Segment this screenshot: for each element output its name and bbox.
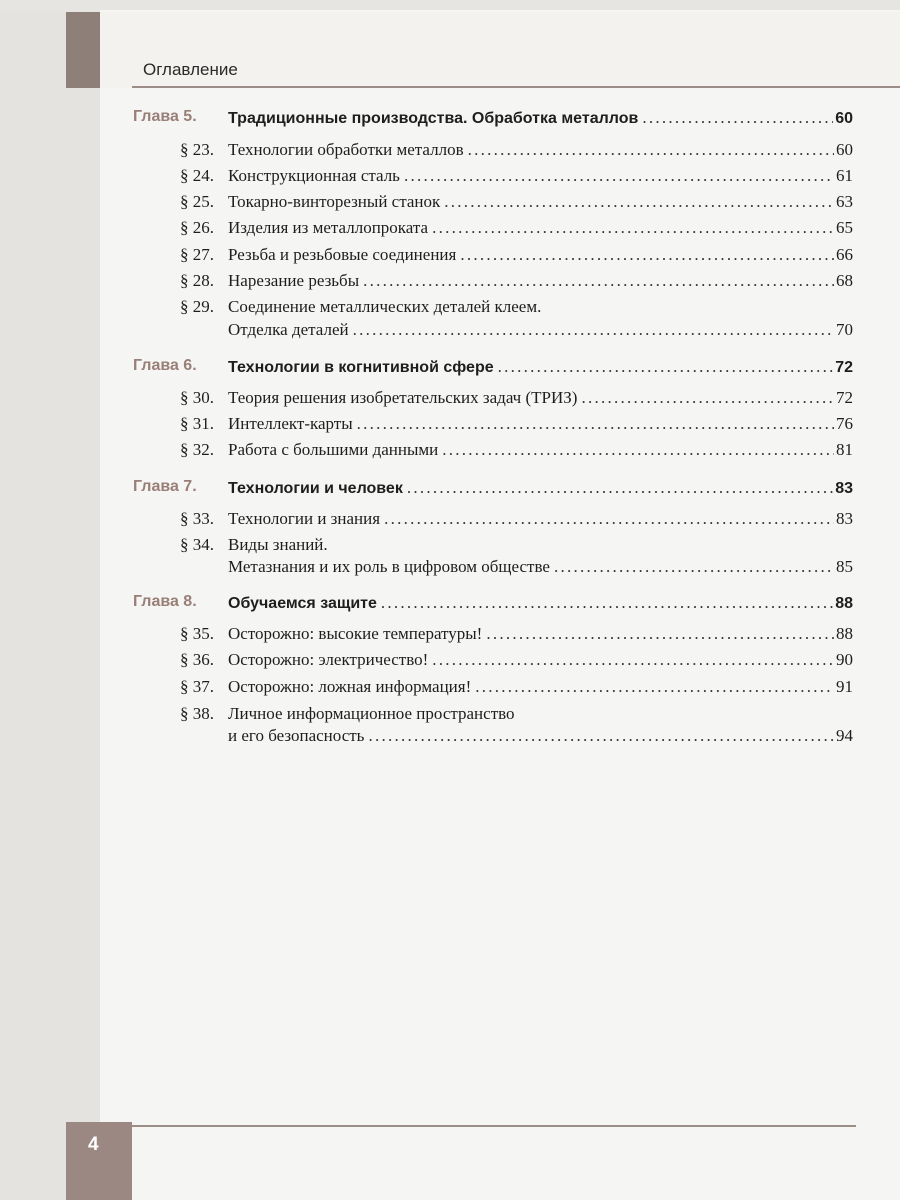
section-title: Осторожно: ложная информация! — [228, 677, 472, 696]
footer-rule — [132, 1125, 856, 1127]
section-title: Технологии обработки металлов — [228, 140, 464, 159]
page-ref: 68 — [836, 271, 853, 290]
section-number: § 34. — [180, 535, 214, 554]
page-ref: 72 — [836, 388, 853, 407]
dot-leader — [475, 677, 834, 697]
section-number: § 26. — [180, 218, 214, 237]
chapter-label: Глава 8. — [133, 593, 197, 610]
dot-leader — [384, 509, 834, 529]
section-number: § 25. — [180, 192, 214, 211]
toc-section-33[interactable] — [0, 509, 900, 535]
footer-color-band — [66, 1122, 132, 1200]
toc-chapter-8[interactable] — [0, 593, 900, 619]
dot-leader — [642, 108, 833, 128]
toc-section-30[interactable] — [0, 388, 900, 414]
section-title-line-1: Соединение металлических деталей клеем. — [228, 297, 542, 316]
toc-section-31[interactable] — [0, 414, 900, 440]
section-title: Нарезание резьбы — [228, 271, 360, 290]
section-number: § 24. — [180, 166, 214, 185]
section-title-line-2: и его безопасность — [228, 726, 365, 745]
section-title: Технологии и знания — [228, 509, 381, 528]
section-title: Осторожно: электричество! — [228, 650, 429, 669]
dot-leader — [460, 245, 834, 265]
toc-section-27[interactable] — [0, 245, 900, 271]
page-ref: 90 — [836, 650, 853, 669]
header-color-band — [66, 12, 100, 88]
page-ref: 66 — [836, 245, 853, 264]
section-number: § 32. — [180, 440, 214, 459]
page-ref: 63 — [836, 192, 853, 211]
toc-chapter-7[interactable] — [0, 478, 900, 504]
dot-leader — [407, 478, 833, 498]
page-header-title: Оглавление — [143, 60, 238, 79]
toc-section-37[interactable] — [0, 677, 900, 703]
header-rule — [132, 86, 900, 88]
chapter-label: Глава 6. — [133, 357, 197, 374]
toc-section-38-cont[interactable] — [0, 726, 900, 752]
chapter-title: Технологии и человек — [228, 480, 403, 497]
page-ref: 85 — [836, 557, 853, 576]
section-number: § 27. — [180, 245, 214, 264]
page-ref: 88 — [835, 595, 853, 612]
section-title-line-1: Виды знаний. — [228, 535, 328, 554]
dot-leader — [468, 140, 834, 160]
section-title-line-1: Личное информационное пространство — [228, 704, 515, 723]
toc-section-23[interactable] — [0, 140, 900, 166]
page-number: 4 — [88, 1134, 99, 1155]
section-title-line-2: Метазнания и их роль в цифровом обществе — [228, 557, 550, 576]
section-title: Осторожно: высокие температуры! — [228, 624, 483, 643]
page-ref: 94 — [836, 726, 853, 745]
dot-leader — [444, 192, 834, 212]
toc-chapter-6[interactable] — [0, 357, 900, 383]
dot-leader — [486, 624, 834, 644]
section-title: Резьба и резьбовые соединения — [228, 245, 457, 264]
page-ref: 76 — [836, 414, 853, 433]
page-ref: 88 — [836, 624, 853, 643]
page-ref: 60 — [836, 140, 853, 159]
section-number: § 38. — [180, 704, 214, 723]
section-number: § 35. — [180, 624, 214, 643]
chapter-title: Обучаемся защите — [228, 595, 377, 612]
chapter-title: Технологии в когнитивной сфере — [228, 359, 494, 376]
dot-leader — [357, 414, 834, 434]
page-ref: 61 — [836, 166, 853, 185]
page-ref: 60 — [835, 110, 853, 127]
section-number: § 23. — [180, 140, 214, 159]
toc-section-32[interactable] — [0, 440, 900, 466]
page-ref: 91 — [836, 677, 853, 696]
page-ref: 65 — [836, 218, 853, 237]
toc-chapter-5[interactable] — [0, 108, 900, 134]
chapter-title: Традиционные производства. Обработка металлов — [228, 110, 639, 127]
toc-section-29-cont[interactable] — [0, 320, 900, 346]
section-title: Токарно-винторезный станок — [228, 192, 441, 211]
dot-leader — [498, 357, 834, 377]
section-number: § 33. — [180, 509, 214, 528]
section-title: Конструкционная сталь — [228, 166, 400, 185]
page-ref: 70 — [836, 320, 853, 339]
section-number: § 31. — [180, 414, 214, 433]
dot-leader — [554, 557, 834, 577]
section-number: § 37. — [180, 677, 214, 696]
section-title: Теория решения изобретательских задач (ТРИЗ) — [228, 388, 578, 407]
page-ref: 83 — [835, 480, 853, 497]
toc-section-24[interactable] — [0, 166, 900, 192]
page-ref: 83 — [836, 509, 853, 528]
section-number: § 30. — [180, 388, 214, 407]
dot-leader — [353, 320, 834, 340]
dot-leader — [363, 271, 834, 291]
dot-leader — [368, 726, 834, 746]
chapter-label: Глава 7. — [133, 478, 197, 495]
section-title: Интеллект-карты — [228, 414, 353, 433]
dot-leader — [442, 440, 834, 460]
page-ref: 81 — [836, 440, 853, 459]
toc-section-25[interactable] — [0, 192, 900, 218]
dot-leader — [404, 166, 834, 186]
toc-section-36[interactable] — [0, 650, 900, 676]
toc-section-34-cont[interactable] — [0, 557, 900, 583]
section-title: Работа с большими данными — [228, 440, 439, 459]
section-title: Изделия из металлопроката — [228, 218, 429, 237]
section-title-line-2: Отделка деталей — [228, 320, 349, 339]
toc-section-35[interactable] — [0, 624, 900, 650]
section-number: § 28. — [180, 271, 214, 290]
page-ref: 72 — [835, 359, 853, 376]
chapter-label: Глава 5. — [133, 108, 197, 125]
toc-section-28[interactable] — [0, 271, 900, 297]
dot-leader — [381, 593, 833, 613]
dot-leader — [581, 388, 834, 408]
section-number: § 29. — [180, 297, 214, 316]
dot-leader — [432, 650, 834, 670]
toc-section-26[interactable] — [0, 218, 900, 244]
dot-leader — [432, 218, 834, 238]
section-number: § 36. — [180, 650, 214, 669]
